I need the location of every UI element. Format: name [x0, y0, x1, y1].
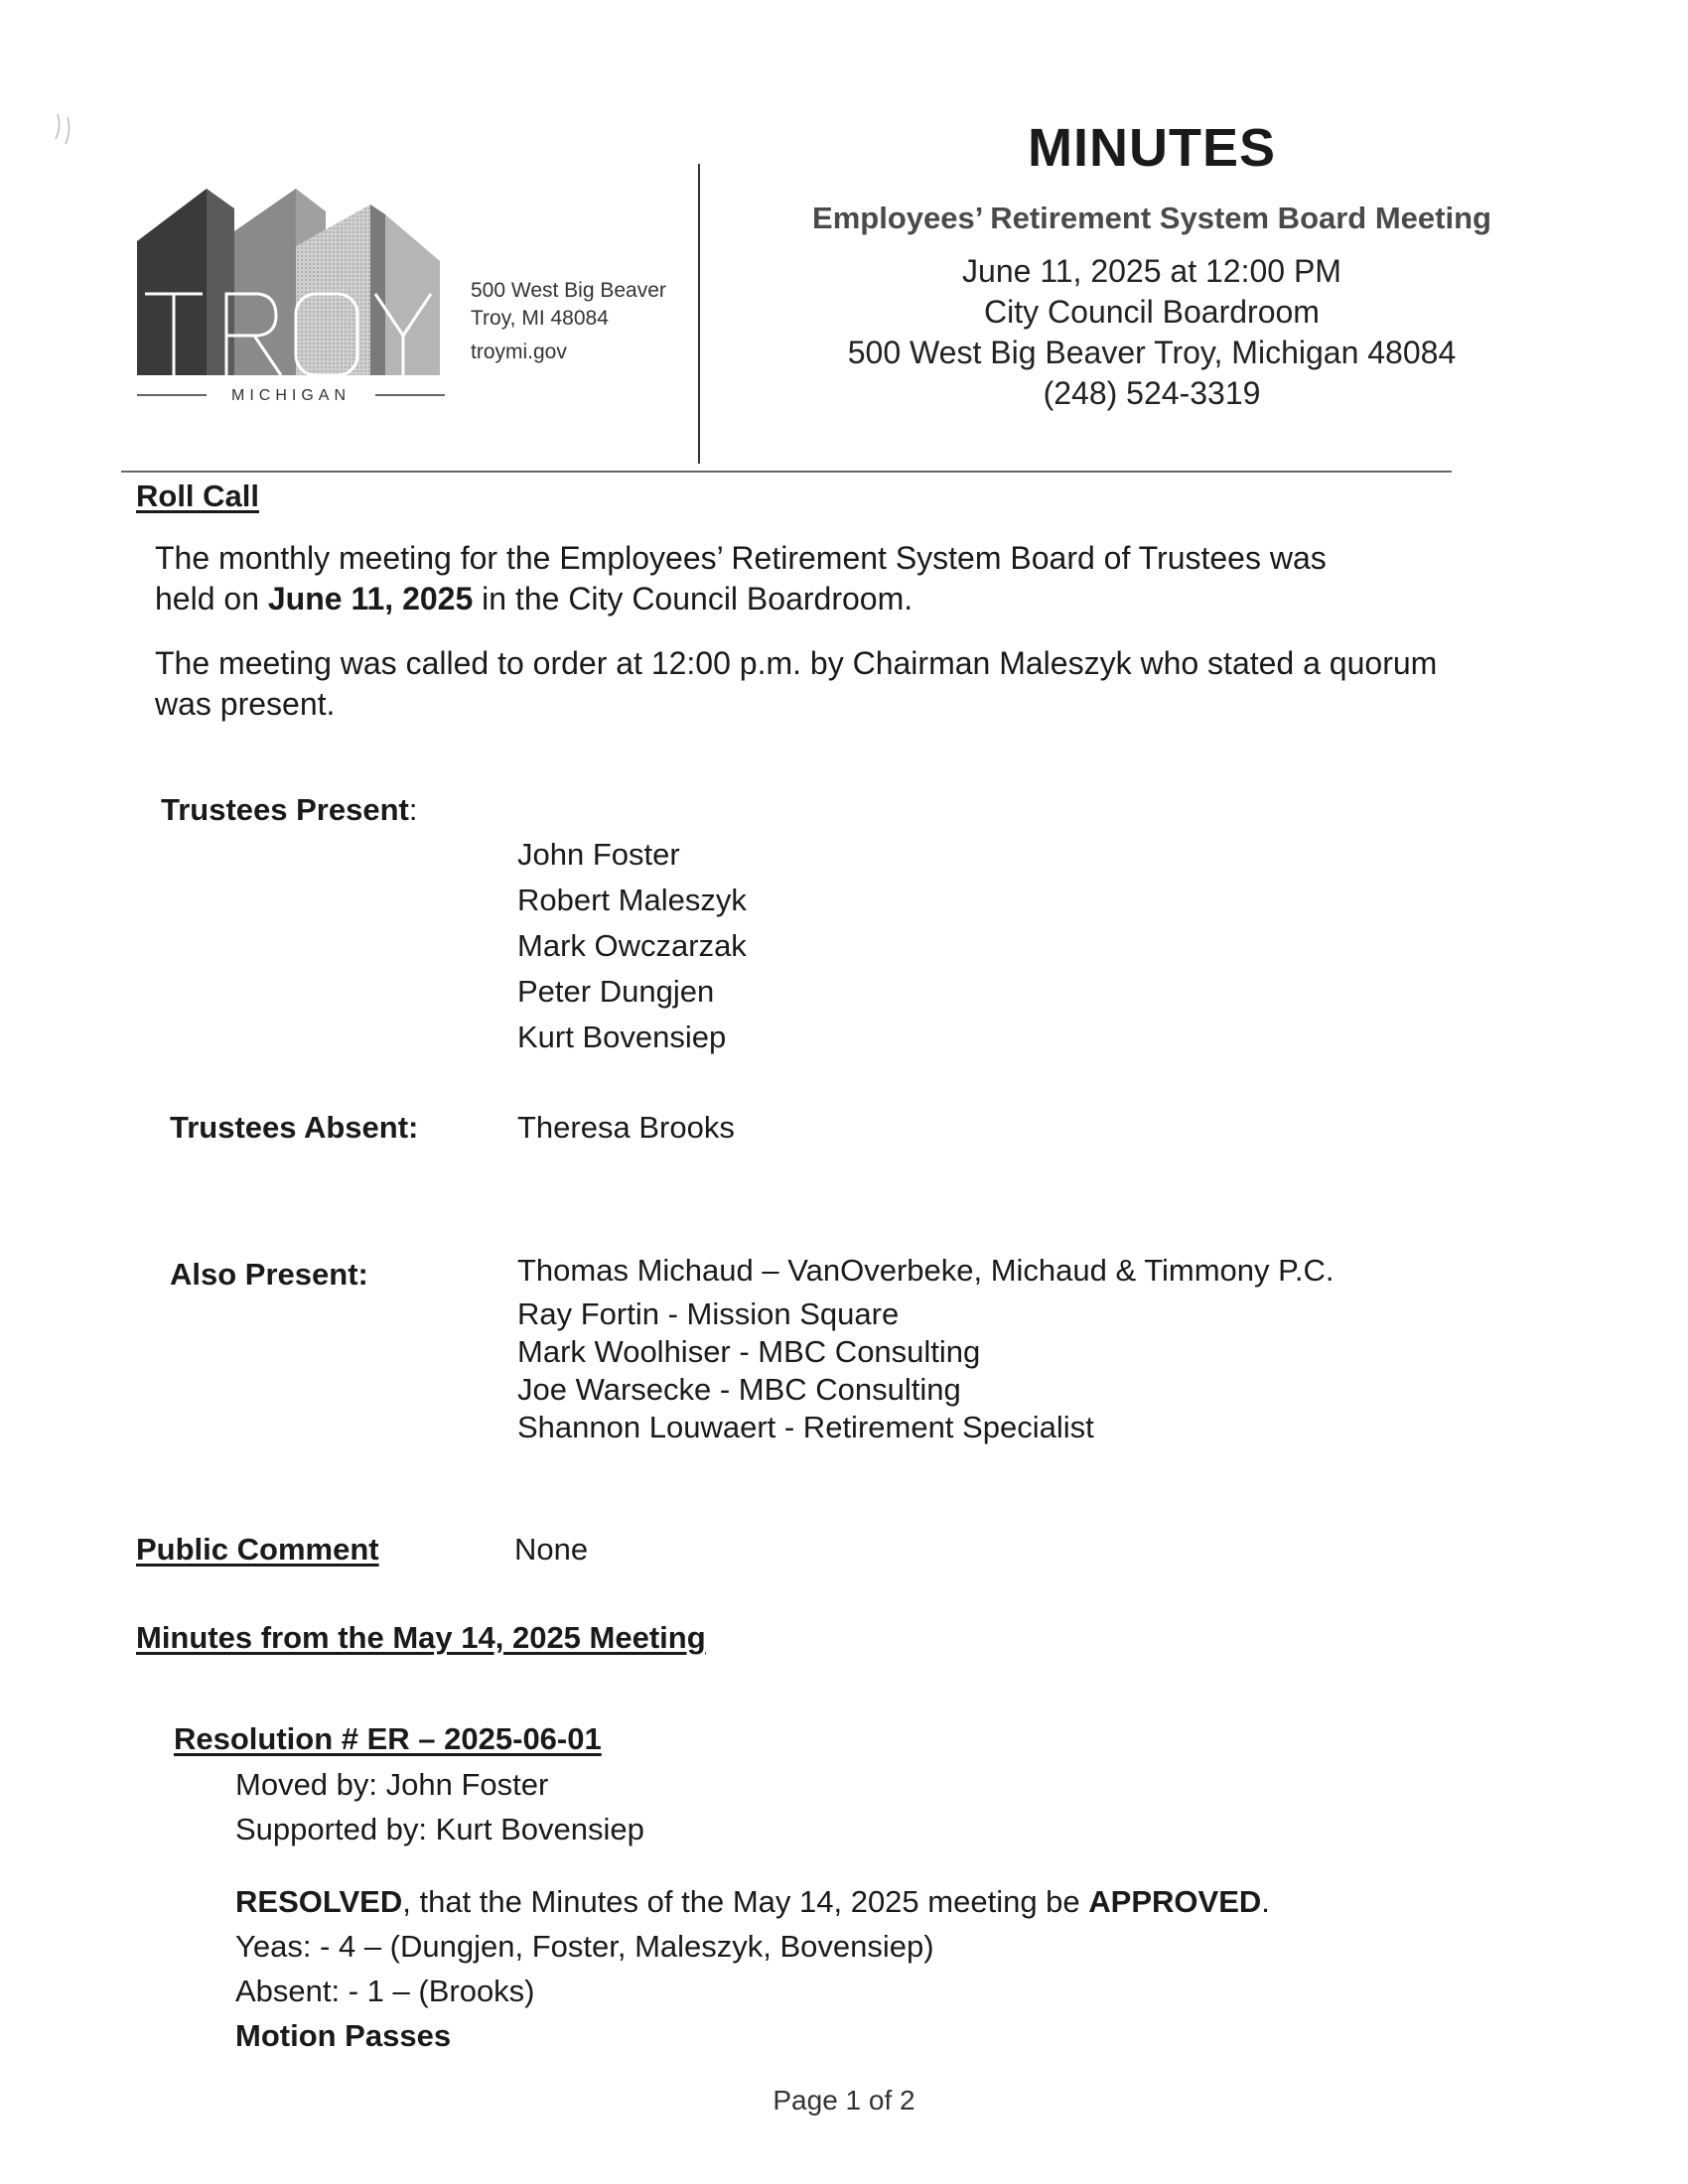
header-divider — [698, 164, 700, 464]
trustee-present-name: Mark Owczarzak — [517, 928, 747, 963]
resolution-statement: RESOLVED, that the Minutes of the May 14, 2025 meeting be APPROVED. — [235, 1884, 1270, 1919]
address-city: Troy, MI 48084 — [471, 307, 609, 330]
meeting-datetime: June 11, 2025 at 12:00 PM — [962, 253, 1341, 289]
meeting-location: City Council Boardroom — [984, 294, 1320, 330]
trustee-present-name: Robert Maleszyk — [517, 883, 747, 917]
minutes-section-heading: Minutes from the May 14, 2025 Meeting — [136, 1620, 706, 1655]
resolution-heading: Resolution # ER – 2025-06-01 — [174, 1721, 602, 1756]
resolution-outcome: Motion Passes — [235, 2018, 452, 2053]
address-website: troymi.gov — [471, 341, 567, 363]
troy-logo — [137, 187, 445, 403]
page-number: Page 1 of 2 — [773, 2085, 915, 2116]
resolution-moved-by: Moved by: John Foster — [235, 1767, 549, 1802]
meeting-address: 500 West Big Beaver Troy, Michigan 48084 — [847, 335, 1457, 370]
roll-call-paragraph-2: The meeting was called to order at 12:00 p.m. by Chairman Maleszyk who stated a quorum was present. — [155, 645, 1438, 722]
trustee-present-name: Peter Dungjen — [517, 974, 715, 1009]
resolution-yeas: Yeas: - 4 – (Dungjen, Foster, Maleszyk, Bovensiep) — [235, 1929, 934, 1964]
also-present-name: Mark Woolhiser - MBC Consulting — [517, 1334, 981, 1369]
also-present-name: Thomas Michaud – VanOverbeke, Michaud & Timmony P.C. — [517, 1253, 1335, 1288]
trustee-present-name: Kurt Bovensiep — [517, 1020, 727, 1054]
pencil-mark — [48, 109, 87, 154]
board-title: Employees’ Retirement System Board Meeting — [812, 201, 1491, 235]
logo-state: MICHIGAN — [231, 387, 351, 403]
resolution-supported-by: Supported by: Kurt Bovensiep — [235, 1812, 644, 1846]
trustees-present-label: Trustees Present: — [161, 792, 418, 827]
public-comment-value: None — [514, 1532, 589, 1567]
meeting-phone: (248) 524-3319 — [1043, 375, 1261, 411]
roll-call-heading: Roll Call — [136, 478, 260, 513]
also-present-label: Also Present: — [170, 1257, 368, 1292]
also-present-name: Ray Fortin - Mission Square — [517, 1297, 900, 1331]
also-present-name: Shannon Louwaert - Retirement Specialist — [517, 1410, 1094, 1444]
also-present-name: Joe Warsecke - MBC Consulting — [517, 1372, 961, 1407]
address-street: 500 West Big Beaver — [471, 279, 666, 302]
trustees-absent-label: Trustees Absent: — [170, 1110, 419, 1145]
page-title: MINUTES — [1028, 118, 1276, 178]
trustee-present-name: John Foster — [517, 837, 680, 872]
header-rule — [121, 471, 1452, 473]
public-comment-heading: Public Comment — [136, 1532, 379, 1567]
resolution-absent: Absent: - 1 – (Brooks) — [235, 1974, 535, 2008]
trustee-absent-name: Theresa Brooks — [517, 1110, 735, 1145]
roll-call-paragraph-1: The monthly meeting for the Employees’ Retirement System Board of Trustees was held on June 11, 2025 in the City Council Boardroom. — [155, 540, 1327, 616]
